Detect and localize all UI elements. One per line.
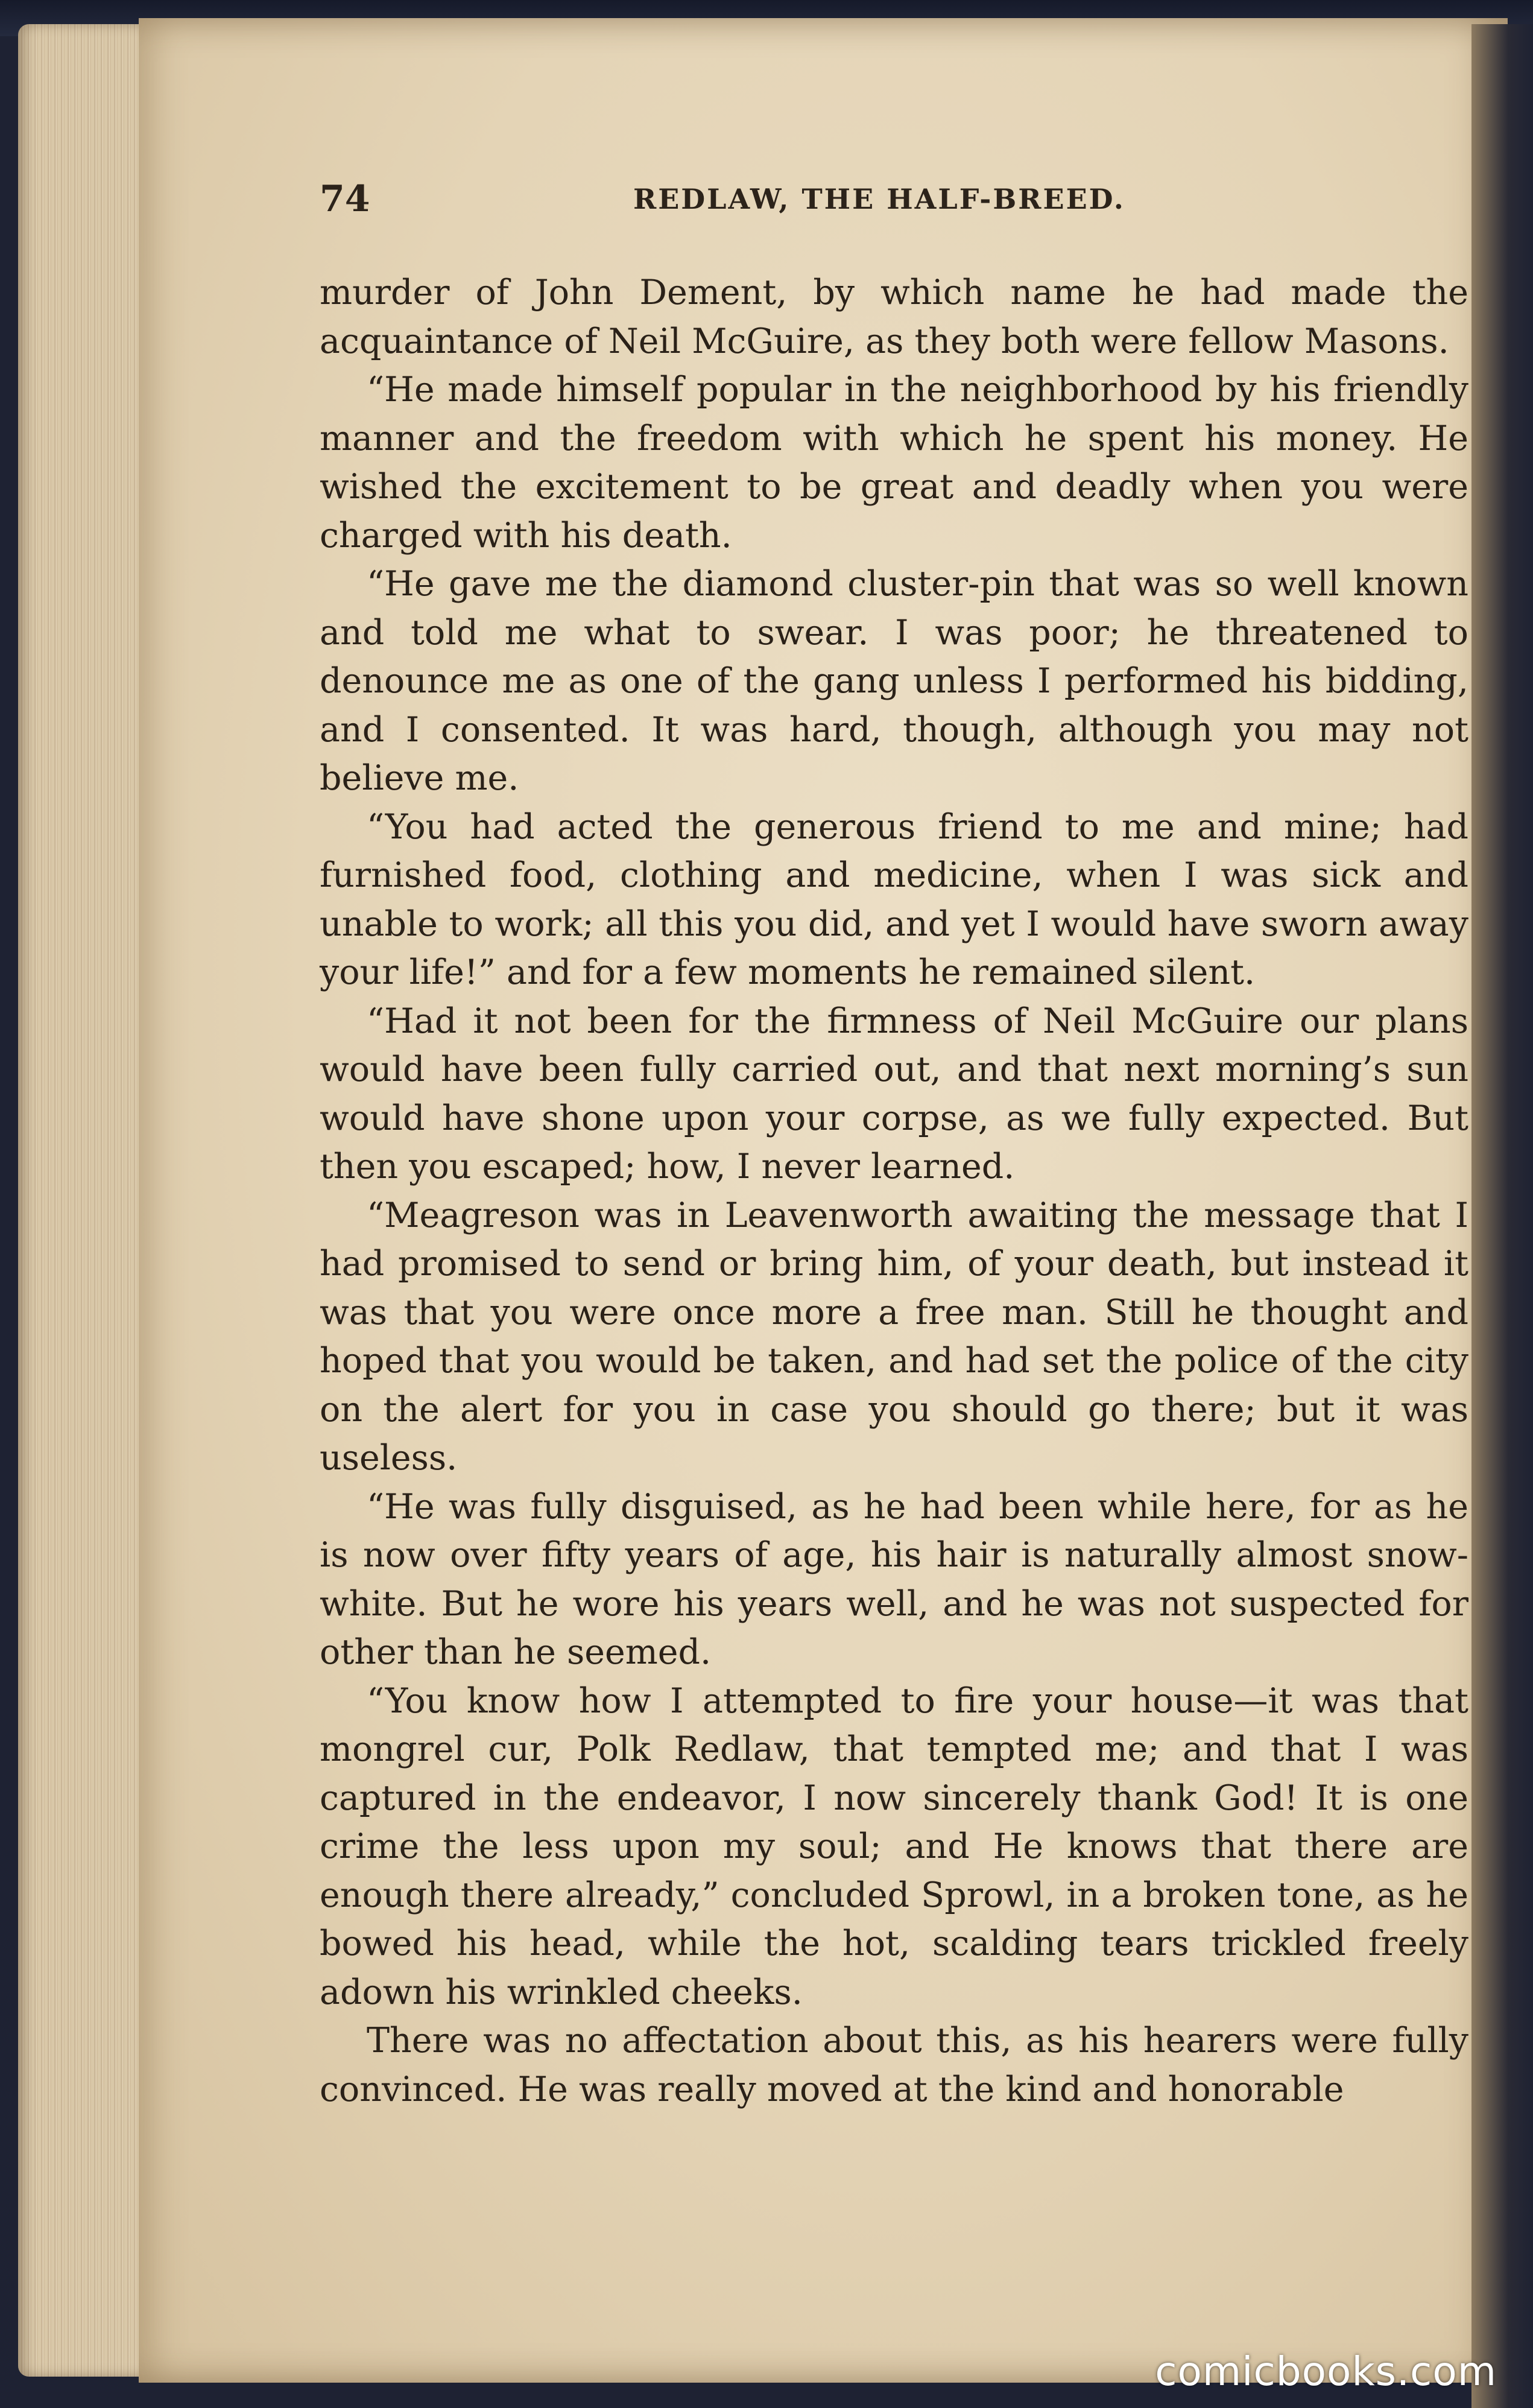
running-title: REDLAW, THE HALF-BREED. (633, 183, 1125, 215)
watermark: comicbooks.com (1155, 2348, 1497, 2395)
running-head (320, 178, 1465, 226)
paragraph: murder of John Dement, by which name he had made the acquaintance of Neil McGuire, as they both were fellow Masons. (320, 273, 1468, 361)
binding-shadow (1471, 24, 1533, 2408)
body-text (320, 268, 1468, 2114)
paragraph: “He was fully disguised, as he had been while here, for as he is now over fifty years of age, his hair is naturally almost snow-white. But he wore his years well, and he was not suspected for other than he seemed. (320, 1486, 1468, 1672)
paragraph: “Had it not been for the firmness of Neil McGuire our plans would have been fully carried out, and that next morning’s sun would have shone upon your corpse, as we fully expected. But then you escaped; how, I never learned. (320, 1001, 1468, 1187)
paragraph: “You know how I attempted to fire your house—it was that mongrel cur, Polk Redlaw, that tempted me; and that I was captured in the endeavor, I now sincerely thank God! It is one crime the less upon my soul; and He knows that there are enough there already,” concluded Sprowl, in a broken tone, as he bowed his head, while the hot, scalding tears trickled freely adown his wrinkled cheeks. (320, 1681, 1468, 2012)
page-number: 74 (320, 178, 370, 220)
paragraph: “He gave me the diamond cluster-pin that was so well known and told me what to swear. I was poor; he threatened to denounce me as one of the gang unless I performed his bidding, and I consented. It was hard, though, although you may not believe me. (320, 564, 1468, 798)
paragraph: “Meagreson was in Leavenworth awaiting the message that I had promised to send or bring him, of your death, but instead it was that you were once more a free man. Still he thought and hoped that you would be taken, and had set the police of the city on the alert for you in case you should go there; but it was useless. (320, 1195, 1468, 1478)
paragraph: There was no affectation about this, as his hearers were fully convinced. He was really moved at the kind and honorable (320, 2021, 1468, 2109)
paragraph: “He made himself popular in the neighborhood by his friendly manner and the freedom with which he spent his money. He wished the excitement to be great and deadly when you were charged with his death. (320, 370, 1468, 556)
paragraph: “You had acted the generous friend to me and mine; had furnished food, clothing and medicine, when I was sick and unable to work; all this you did, and yet I would have sworn away your life!” and for a few moments he remained silent. (320, 806, 1468, 992)
